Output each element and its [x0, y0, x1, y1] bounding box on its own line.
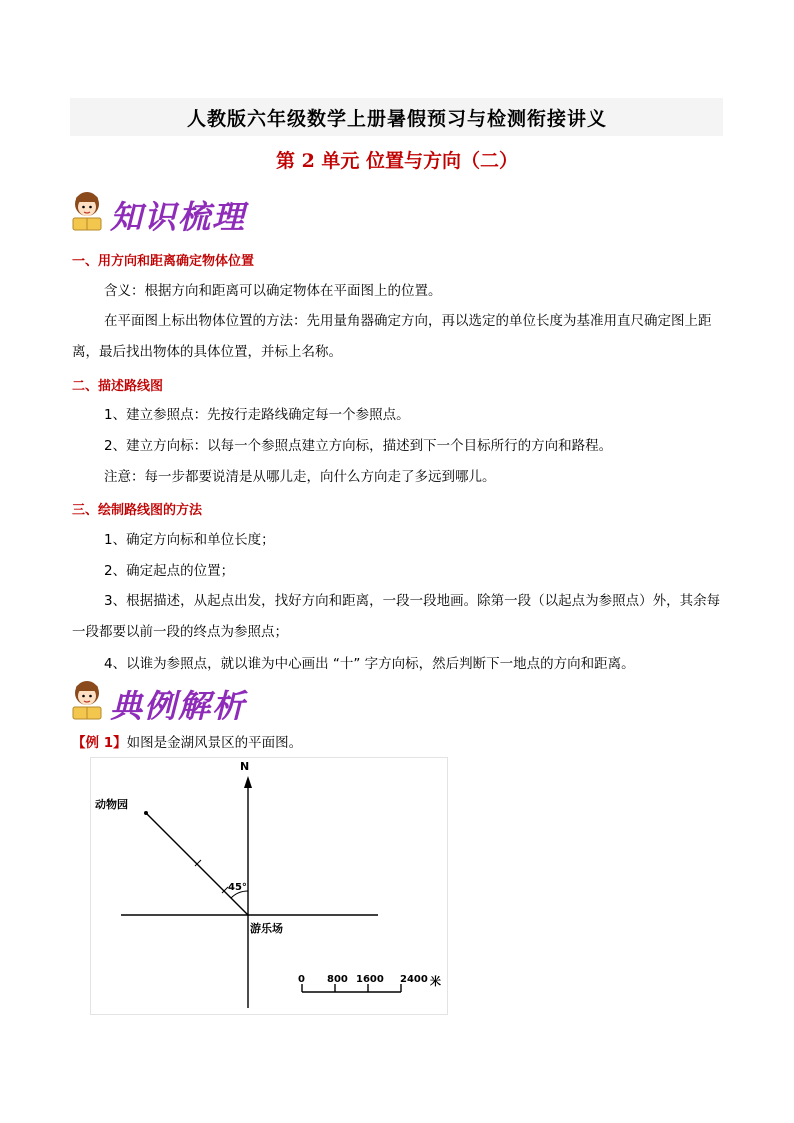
north-arrow: [244, 776, 252, 788]
scale-label-2400: 2400: [400, 974, 428, 985]
section-paragraph: 1、建立参照点：先按行走路线确定每一个参照点。: [104, 407, 410, 423]
example-text: 如图是金湖风景区的平面图。: [126, 735, 303, 751]
knowledge-banner-title: 知识梳理: [110, 198, 247, 236]
section-heading: 三、绘制路线图的方法: [72, 503, 203, 518]
scale-unit: 米: [430, 975, 441, 988]
section-heading: 二、描述路线图: [72, 379, 164, 394]
example-prompt: [72, 731, 302, 751]
section-heading: 一、用方向和距离确定物体位置: [72, 254, 255, 269]
section-paragraph: 4、以谁为参照点，就以谁为中心画出 “十” 字方向标，然后判断下一地点的方向和距离。: [104, 656, 635, 672]
zoo-point: [144, 811, 148, 815]
section-paragraph: 含义：根据方向和距离可以确定物体在平面图上的位置。: [104, 283, 442, 299]
unit-title: 第 2 单元 位置与方向（二）: [275, 150, 519, 172]
map-diagram: [91, 758, 447, 1014]
example-tag: 【例 1】: [72, 735, 127, 751]
student-reading-icon: [70, 679, 106, 723]
scale-label-1600: 1600: [356, 974, 384, 985]
scenic-area-map: [90, 757, 448, 1015]
angle-label: 45°: [228, 882, 247, 893]
document-title: 人教版六年级数学上册暑假预习与检测衔接讲义: [186, 108, 607, 130]
student-reading-icon: [70, 190, 106, 234]
section-paragraph: 3、根据描述，从起点出发，找好方向和距离，一段一段地画。除第一段（以起点为参照点）外，其余每一段都要以前一段的终点为参照点；: [72, 593, 721, 640]
north-label: N: [240, 760, 250, 773]
zoo-label: 动物园: [95, 798, 128, 811]
amusement-park-label: 游乐场: [250, 922, 283, 935]
section-paragraph: 在平面图上标出物体位置的方法：先用量角器确定方向，再以选定的单位长度为基准用直尺确定图上距离，最后找出物体的具体位置，并标上名称。: [72, 313, 712, 360]
section-paragraph: 2、建立方向标：以每一个参照点建立方向标，描述到下一个目标所行的方向和路程。: [104, 438, 613, 454]
examples-banner-title: 典例解析: [110, 687, 247, 725]
scale-label-0: 0: [298, 974, 305, 985]
section-paragraph: 注意：每一步都要说清是从哪儿走，向什么方向走了多远到哪儿。: [104, 469, 496, 485]
scale-label-800: 800: [327, 974, 348, 985]
section-paragraph: 2、确定起点的位置；: [104, 563, 235, 579]
section-paragraph: 1、确定方向标和单位长度；: [104, 532, 275, 548]
knowledge-banner: [70, 190, 270, 236]
examples-banner: [70, 679, 270, 725]
